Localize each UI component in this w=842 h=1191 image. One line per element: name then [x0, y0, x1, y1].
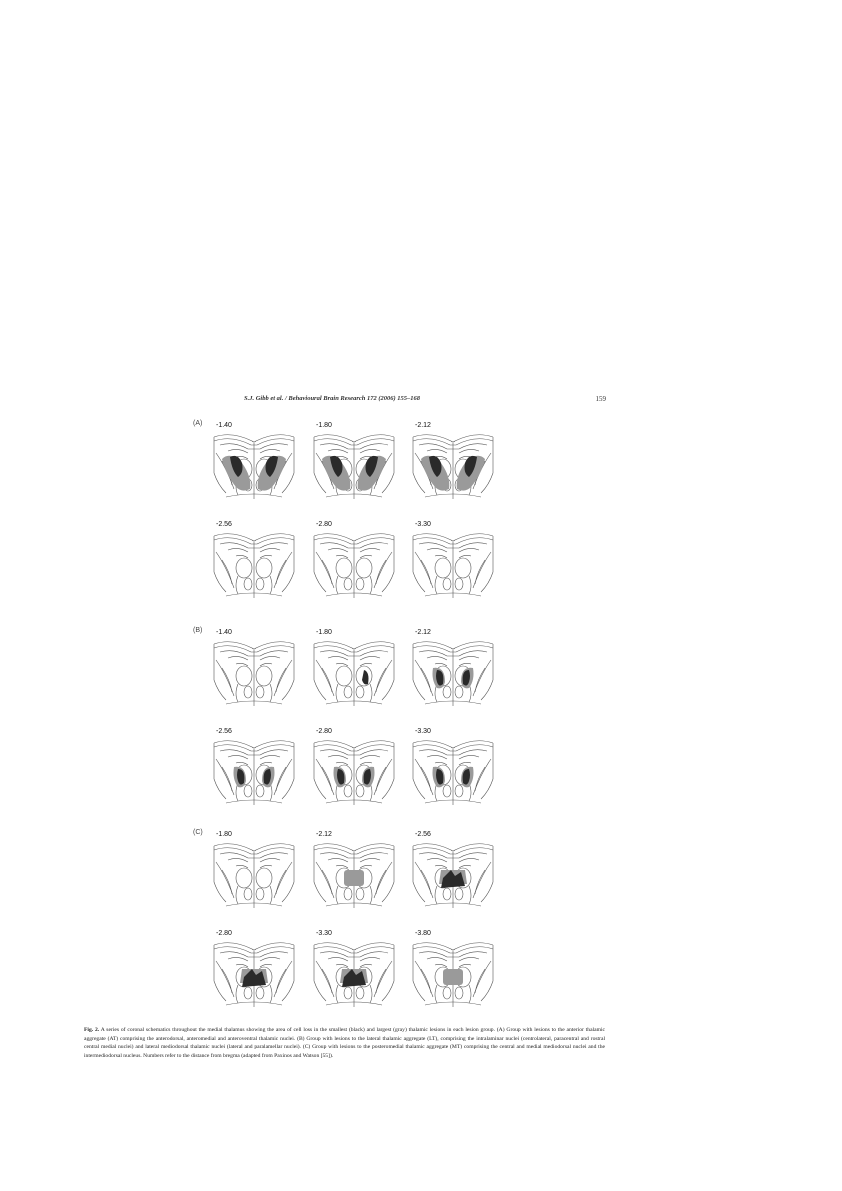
figure-caption — [84, 1026, 605, 1060]
coronal-section-schematic — [312, 739, 396, 807]
running-head: S.J. Gibb et al. / Behavioural Brain Research 172 (2006) 155–168 — [244, 395, 421, 402]
coronal-section-schematic — [411, 941, 495, 1009]
page-number: 159 — [595, 395, 606, 403]
coronal-section-schematic — [411, 433, 495, 501]
bregma-coordinate-label: -2.80 — [316, 728, 332, 735]
page-header — [244, 395, 606, 409]
bregma-coordinate-label: -3.80 — [415, 930, 431, 937]
panel-label: (C) — [193, 829, 203, 836]
coronal-section-schematic — [312, 532, 396, 600]
bregma-coordinate-label: -2.12 — [415, 422, 431, 429]
coronal-section-schematic — [212, 640, 296, 708]
coronal-section-schematic — [212, 842, 296, 910]
bregma-coordinate-label: -2.56 — [216, 728, 232, 735]
coronal-section-schematic — [212, 433, 296, 501]
coronal-section-schematic — [312, 433, 396, 501]
bregma-coordinate-label: -3.30 — [415, 521, 431, 528]
coronal-section-schematic — [411, 842, 495, 910]
bregma-coordinate-label: -3.30 — [316, 930, 332, 937]
bregma-coordinate-label: -1.80 — [216, 831, 232, 838]
caption-label: Fig. 2. — [84, 1027, 100, 1033]
bregma-coordinate-label: -2.12 — [316, 831, 332, 838]
coronal-section-schematic — [212, 532, 296, 600]
bregma-coordinate-label: -3.30 — [415, 728, 431, 735]
coronal-section-schematic — [411, 532, 495, 600]
coronal-section-schematic — [212, 941, 296, 1009]
bregma-coordinate-label: -1.80 — [316, 422, 332, 429]
bregma-coordinate-label: -2.80 — [216, 930, 232, 937]
bregma-coordinate-label: -1.40 — [216, 629, 232, 636]
caption-text: A series of coronal schematics throughout the medial thalamus showing the area of cell loss in the smallest (black) and largest (gray) thalamic lesions in each lesion group. (A) Group with lesions to the anterior thalamic aggregate (AT) comprising the anterodorsal, anteromedial and anteroventral thalamic nuclei. (B) Group with lesions to the lateral thalamic aggregate (LT), comprising the intralaminar nuclei (centrolateral, paracentral and rostral central medial nuclei) and lateral mediodorsal thalamic nuclei (lateral and paralamellar nuclei). (C) Group with lesions to the posteromedial thalamic aggregate (MT) comprising the central and medial mediodorsal nuclei and the intermediodorsal nucleus. Numbers refer to the distance from bregma (adapted from Paxinos and Watson [55]). — [84, 1027, 605, 1059]
coronal-section-schematic — [411, 739, 495, 807]
coronal-section-schematic — [411, 640, 495, 708]
bregma-coordinate-label: -2.12 — [415, 629, 431, 636]
panel-label: (A) — [193, 420, 203, 427]
coronal-section-schematic — [212, 739, 296, 807]
bregma-coordinate-label: -1.80 — [316, 629, 332, 636]
bregma-coordinate-label: -2.80 — [316, 521, 332, 528]
bregma-coordinate-label: -1.40 — [216, 422, 232, 429]
bregma-coordinate-label: -2.56 — [415, 831, 431, 838]
bregma-coordinate-label: -2.56 — [216, 521, 232, 528]
panel-label: (B) — [193, 627, 203, 634]
coronal-section-schematic — [312, 842, 396, 910]
coronal-section-schematic — [312, 640, 396, 708]
coronal-section-schematic — [312, 941, 396, 1009]
